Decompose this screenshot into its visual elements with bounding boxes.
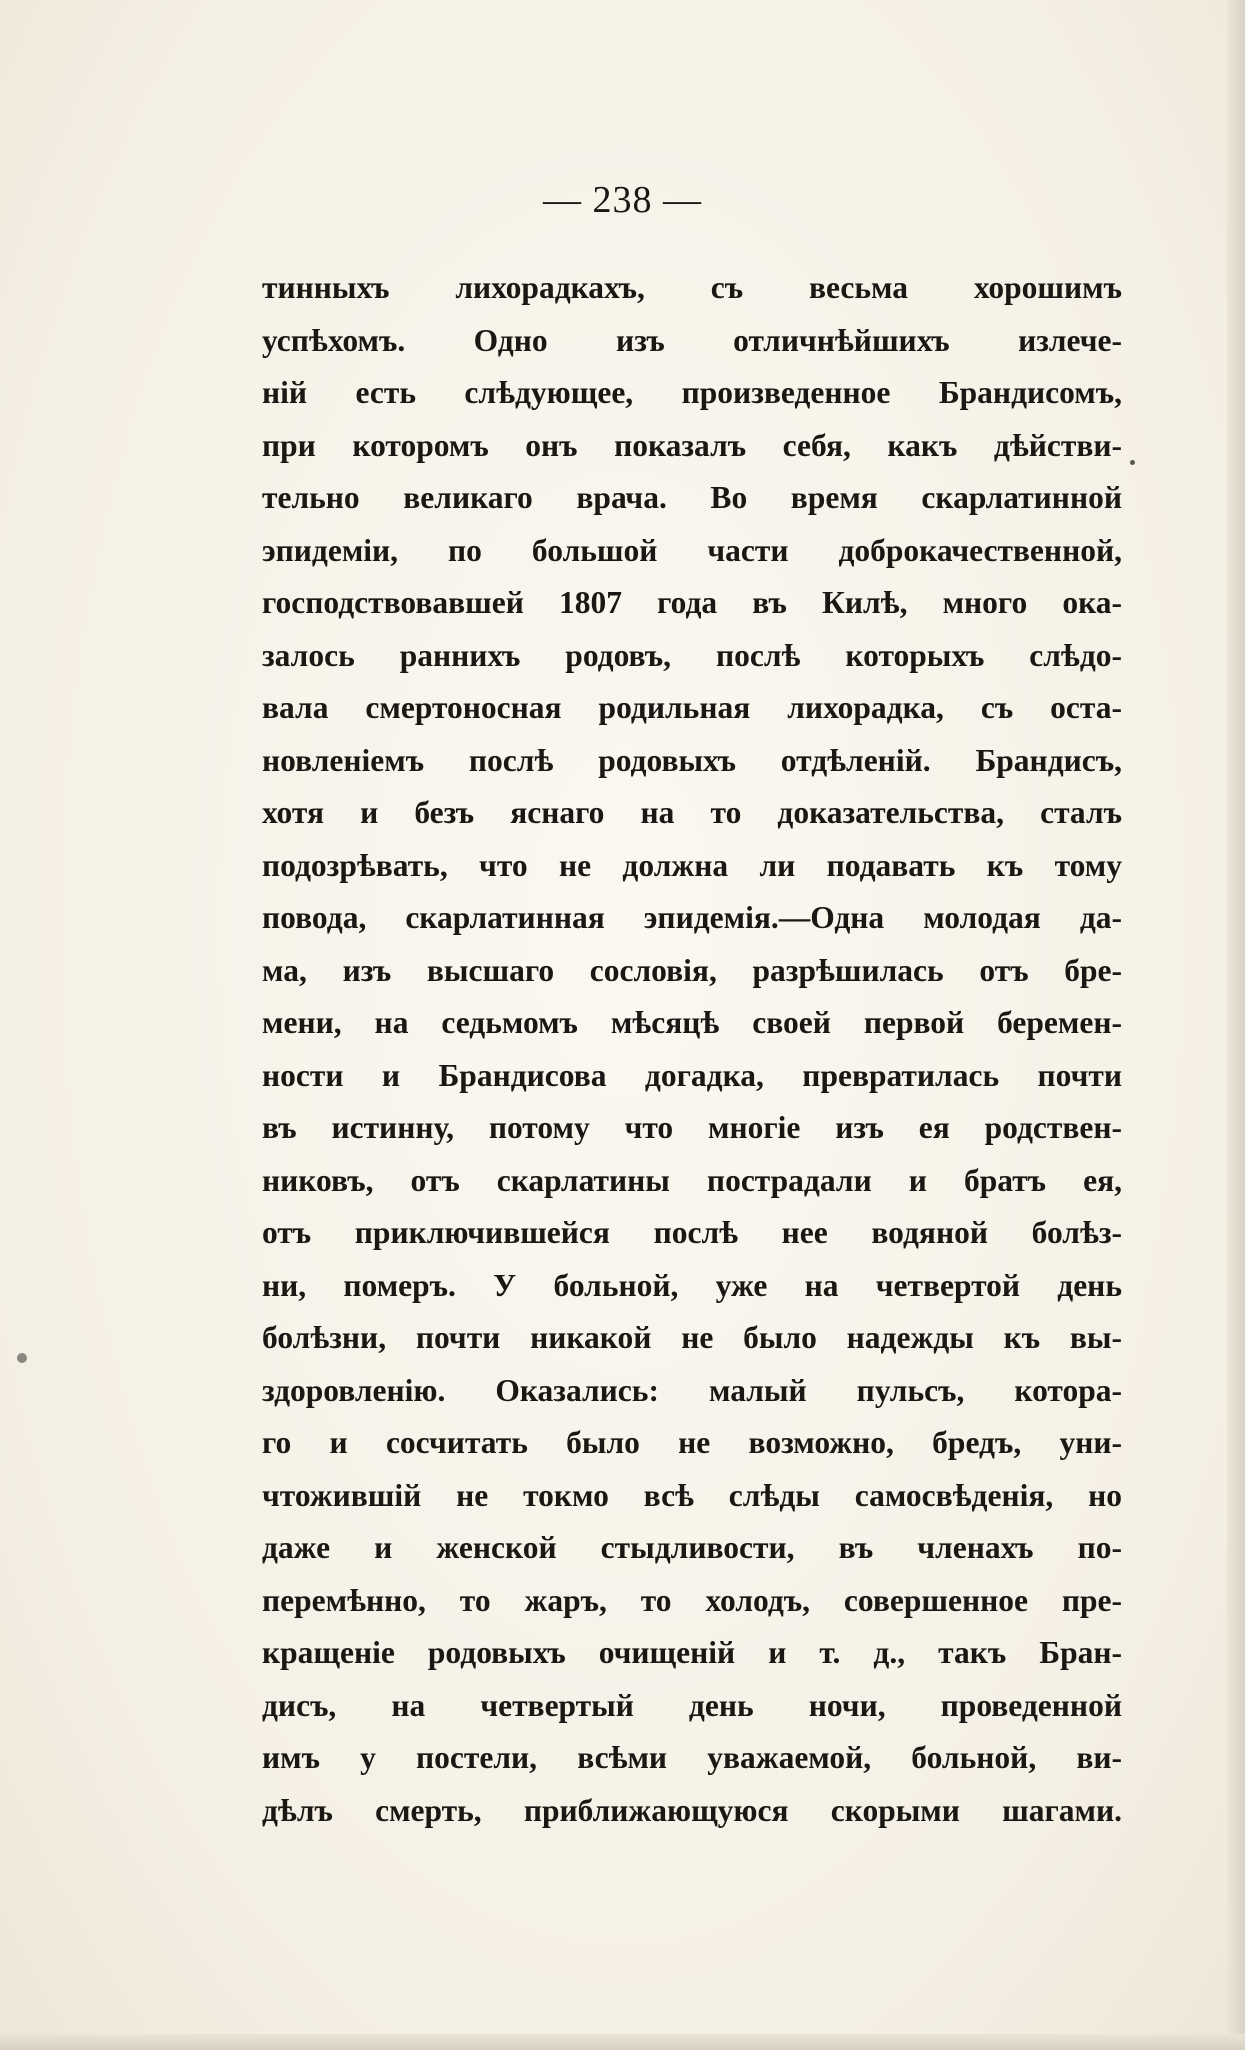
page-number: — 238 — xyxy=(543,179,702,221)
text-line: тинныхъ лихорадкахъ, съ весьма хорошимъ xyxy=(262,270,1122,305)
text-line: при которомъ онъ показалъ себя, какъ дѣйстви- xyxy=(262,427,1122,463)
text-line: хотя и безъ яснаго на то доказательства, сталъ xyxy=(262,795,1122,830)
text-line: имъ у постели, всѣми уважаемой, больной, ви- xyxy=(262,1740,1122,1775)
paper-speck xyxy=(17,1353,27,1363)
text-line: эпидеміи, по большой части доброкачественной, xyxy=(262,532,1122,568)
text-line: дѣлъ смерть, приближающуюся скорыми шагами. xyxy=(262,1792,1122,1828)
text-line: вала смертоносная родильная лихорадка, съ оста- xyxy=(262,690,1122,725)
text-line: отъ приключившейся послѣ нее водяной болѣз- xyxy=(262,1215,1122,1250)
text-line: болѣзни, почти никакой не было надежды къ вы- xyxy=(262,1320,1122,1355)
text-line: въ истинну, потому что многіе изъ ея родствен- xyxy=(262,1110,1122,1145)
paper-speck xyxy=(1130,460,1135,465)
text-line: ній есть слѣдующее, произведенное Брандисомъ, xyxy=(262,375,1122,410)
text-line: чтожившій не токмо всѣ слѣды самосвѣденія, но xyxy=(262,1477,1122,1513)
text-line: дисъ, на четвертый день ночи, проведенной xyxy=(262,1687,1122,1723)
text-line: перемѣнно, то жаръ, то холодъ, совершенное пре- xyxy=(262,1582,1122,1618)
text-line: ни, померъ. У больной, уже на четвертой день xyxy=(262,1267,1122,1303)
body-text xyxy=(262,262,1122,1837)
text-line: тельно великаго врача. Во время скарлатинной xyxy=(262,480,1122,515)
text-line: здоровленію. Оказались: малый пульсъ, котора- xyxy=(262,1372,1122,1408)
text-line: даже и женской стыдливости, въ членахъ по- xyxy=(262,1530,1122,1565)
text-line: ма, изъ высшаго сословія, разрѣшилась отъ бре- xyxy=(262,952,1122,988)
text-line: мени, на седьмомъ мѣсяцѣ своей первой беремен- xyxy=(262,1005,1122,1040)
page-edge-right xyxy=(1227,0,1245,2050)
text-line: повода, скарлатинная эпидемія.—Одна молодая да- xyxy=(262,900,1122,935)
page-edge-bottom xyxy=(0,2034,1245,2050)
text-line: господствовавшей 1807 года въ Килѣ, много ока- xyxy=(262,585,1122,620)
text-line: новленіемъ послѣ родовыхъ отдѣленій. Брандисъ, xyxy=(262,742,1122,778)
text-line: никовъ, отъ скарлатины пострадали и братъ ея, xyxy=(262,1162,1122,1198)
text-line: залось раннихъ родовъ, послѣ которыхъ слѣдо- xyxy=(262,637,1122,673)
text-line: го и сосчитать было не возможно, бредъ, уни- xyxy=(262,1425,1122,1460)
text-line: успѣхомъ. Одно изъ отличнѣйшихъ излече- xyxy=(262,322,1122,358)
text-line: ности и Брандисова догадка, превратилась почти xyxy=(262,1057,1122,1093)
text-line: подозрѣвать, что не должна ли подавать къ тому xyxy=(262,847,1122,883)
text-line: кращеніе родовыхъ очищеній и т. д., такъ Бран- xyxy=(262,1635,1122,1670)
